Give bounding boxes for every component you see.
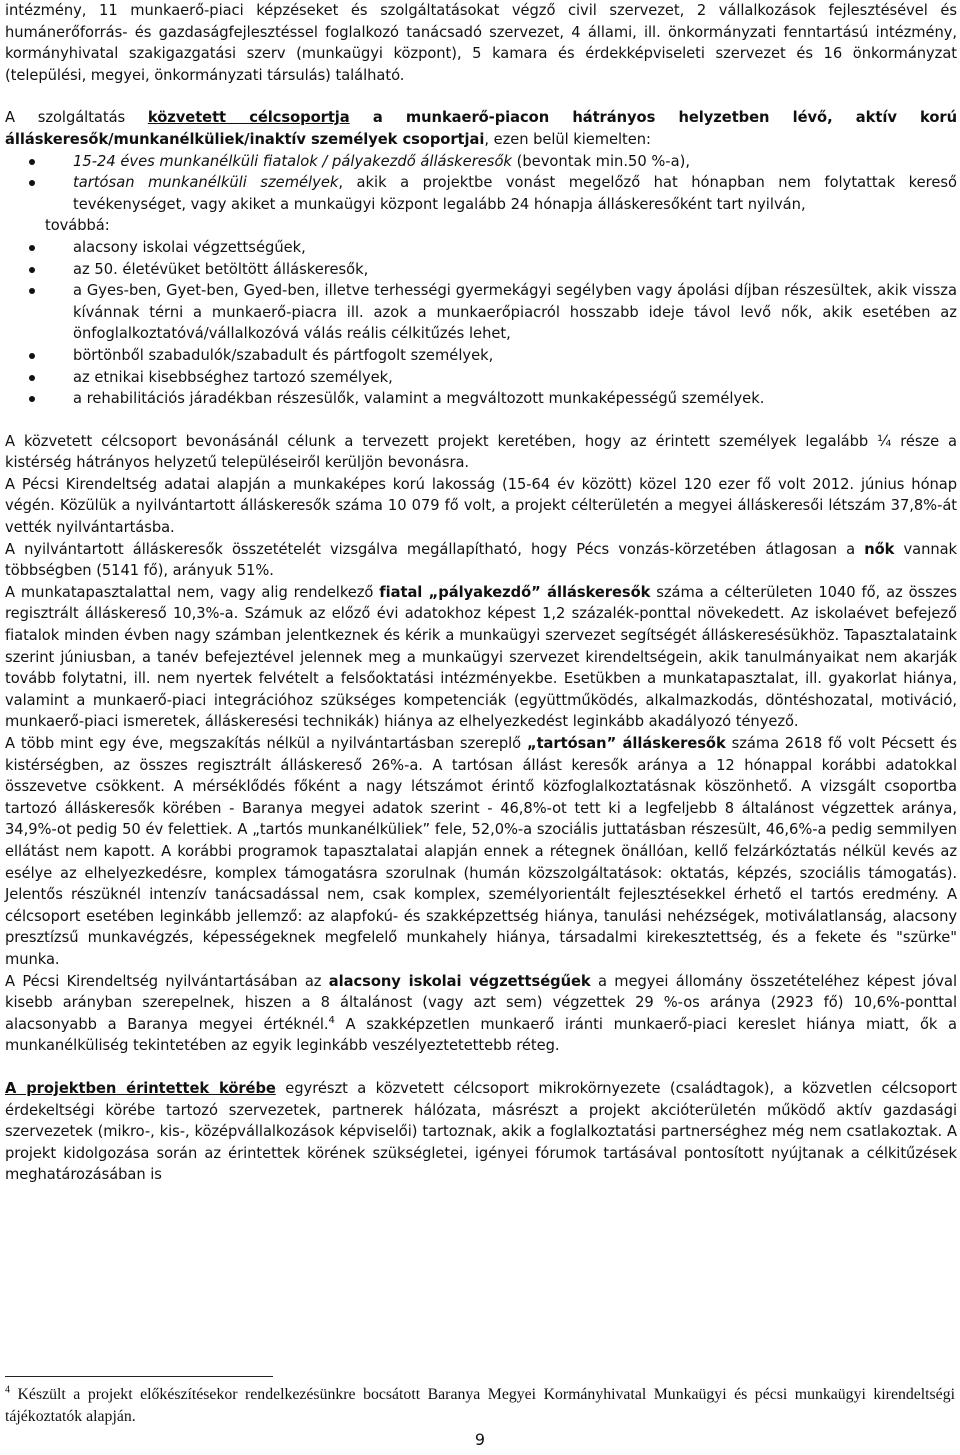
bullet-icon	[29, 353, 35, 359]
text-run: , ezen belül kiemelten:	[484, 130, 651, 148]
bold-term: nők	[864, 540, 895, 558]
text-run: a megyei állomány összetételéhez képest jóval kisebb arányban szerepelnek, hiszen a 8 általánost (vagy azt sem) végzettek 29 %-os aránya (2923 fő) 10,6%-ponttal alacsonyabb a Baranya megyei értéknél.	[5, 972, 958, 1033]
list-item	[5, 259, 957, 281]
bullet-icon	[29, 180, 35, 186]
footnote	[5, 1384, 955, 1428]
list-item-text: alacsony iskolai végzettségűek,	[73, 238, 306, 256]
text-run: A szolgáltatás	[5, 109, 148, 127]
list-item	[5, 280, 957, 345]
spacer	[5, 1057, 957, 1078]
target-group-bold: a munkaerő-piacon hátrányos helyzetben lévő, aktív korú álláskeresők/munkanélküliek/inaktív személyek csoportjai	[5, 109, 957, 148]
list-item	[5, 237, 957, 259]
list-item-italic: 15-24 éves munkanélküli fiatalok / pályakezdő álláskeresők	[73, 152, 512, 170]
list-item-text: a Gyes-ben, Gyet-ben, Gyed-ben, illetve terhességi gyermekágyi segélyben vagy ápolási díjban részesültek, akik vissza kívánnak térni a munkaerő-piacra ill. azok a munkaerőpiacról hosszabb ideje távol levő nők, akik esetében az önfoglalkoztatóvá/vállalkozóvá válás reális célkitűzés lehet,	[73, 282, 957, 343]
paragraph-indirect-target: A közvetett célcsoport bevonásánál célunk a tervezett projekt keretében, hogy az érintett személyek legalább ¼ része a kistérség hátrányos helyzetű településeiről kerüljön bevonásra.	[5, 432, 957, 472]
text-run: A Pécsi Kirendeltség nyilvántartásában az	[5, 972, 329, 990]
bold-term: fiatal „pályakezdő” álláskeresők	[379, 583, 651, 601]
text-run: száma 2618 fő volt Pécsett és kistérségben, az összes regisztrált álláskereső 26%-a. A tartósan állást keresők aránya a 12 hónappal korábbi adatokkal összevetve csökkent. A mérséklődés főként a nagy létszámot érintő közfoglalkoztatásnak köszönhető. A vizsgált csoportba tartozó álláskeresők körében - Baranya megyei adatok szerint - 46,8%-ot tett ki a legfeljebb 8 általánost végzettek aránya, 34,9%-ot pedig 50 év felettiek. A „tartós munkanélküliek” fele, 52,0%-a szociális juttatásban részesült, 46,6%-a pedig semmilyen ellátást nem kapott. A korábbi programok tapasztalatai alapján ennek a rétegnek önállóan, kellő felzárkóztatás nélkül kevés az esélye az elhelyezkedésre, komplex támogatásra szorulnak (humán közszolgáltatások: oktatás, képzés, szociális támogatás). Jelentős részüknél intenzív tanácsadással nem, csak komplex, személyorientált fejlesztésekkel érhető el tartós eredmény. A célcsoport esetében leginkább jellemző: az alapfokú- és szakképzettség hiánya, tanulási nehézségek, motiválatlanság, alacsony presztízsű munkavégzés, képességeknek megfelelő munkahely hiánya, társadalmi kirekesztettség, és a fekete és "szürke" munka.	[5, 735, 957, 968]
page-number: 9	[474, 1430, 486, 1449]
paragraph-long-term-unemployed	[5, 733, 957, 971]
list-item-text: a rehabilitációs járadékban részesülők, valamint a megváltozott munkaképességű személyek.	[73, 390, 765, 408]
text-run: A nyilvántartott álláskeresők összetételét vizsgálva megállapítható, hogy Pécs vonzás-körzetében átlagosan a	[5, 540, 865, 558]
list-item-text: az 50. életévüket betöltött álláskeresők,	[73, 260, 369, 278]
text-run: vannak többségben (5141 fő), arányuk 51%.	[5, 540, 957, 580]
list-item	[5, 388, 957, 410]
paragraph-organizations: intézmény, 11 munkaerő-piaci képzéseket és szolgáltatásokat végző civil szervezet, 2 vállalkozások fejlesztésével és humánerőforrás- és gazdaságfejlesztéssel foglalkozó tanácsadó szervezet, 4 állami, ill. önkormányzati fenntartású intézmény, kormányhivatal szakigazgatási szerv (munkaügyi központ), 5 kamara és érdekképviseleti szervezet és 16 önkormányzat (települési, megyei, önkormányzati társulás) található.	[5, 2, 957, 84]
paragraph-young-jobseekers	[5, 582, 957, 733]
footnote-number: 4	[5, 1384, 10, 1396]
paragraph-target-group	[5, 107, 957, 150]
target-group-heading: közvetett célcsoportja	[147, 109, 350, 127]
list-item-text: , akik a projektbe vonást megelőző hat hónapban nem folytattak kereső tevékenységet, vagy akiket a munkaügyi központ legalább 24 hónapja álláskeresőként tart nyilván,	[73, 174, 958, 213]
list-item	[5, 151, 957, 173]
bold-term: alacsony iskolai végzettségűek	[328, 972, 591, 990]
text-run: A munkatapasztalattal nem, vagy alig rendelkező	[5, 583, 380, 601]
list-item-text: az etnikai kisebbséghez tartozó személyek,	[73, 368, 393, 386]
bullet-icon	[29, 375, 35, 381]
tovabba-label: továbbá:	[45, 217, 110, 235]
text-run: száma a célterületen 1040 fő, az összes regisztrált álláskereső 10,3%-a. Számuk az előző évi adatokhoz képest 1,2 százalék-ponttal növekedett. Az iskolaévet befejező fiatalok minden évben nagy számban jelentkeznek és kérik a munkaügyi szervezet segítségét álláskeresésükhöz. Tapasztalataink szerint júniusban, a tanév befejeztével jelennek meg a munkaügyi szervezet kirendeltségein, akik tanulmányaikat nem akarják tovább folytatni, ill. nem nyertek felvételt a felsőoktatási intézményekbe. Esetükben a munkatapasztalat, ill. gyakorlat hiánya, valamint a munkaerő-piaci integrációhoz szükséges kompetenciák (együttműködés, alkalmazkodás, döntéshozatal, motiváció, munkaerő-piaci ismeretek, álláskeresési technikák) hiánya az elhelyezkedést leginkább akadályozó tényező.	[5, 583, 957, 731]
bullet-icon	[29, 396, 35, 402]
target-bullet-list-2	[5, 237, 957, 410]
bold-term: „tartósan” álláskeresők	[526, 735, 726, 752]
text-run: egyrészt a közvetett célcsoport mikrokörnyezete (családtagok), a közvetlen célcsoport érdekeltségi körébe tartozó szervezetek, partnerek hálózata, másrészt a projekt akcióterületén működő aktív gazdasági szervezetek (mikro-, kis-, középvállalkozások képviselői) tartoznak, akik a foglalkoztatási partnerséghez még nem csatlakoztak. A projekt kidolgozása során az érintettek körének szükségletei, igényei fórumok tartásával pontosított nyújtanak a célkitűzések meghatározásában is	[5, 1079, 957, 1184]
text-run: A több mint egy éve, megszakítás nélkül a nyilvántartásban szereplő	[5, 735, 527, 752]
paragraph-stakeholders	[5, 1078, 957, 1186]
bullet-icon	[29, 288, 35, 294]
document-page	[5, 0, 957, 1186]
stakeholders-heading: A projektben érintettek körébe	[5, 1079, 276, 1097]
spacer	[5, 86, 957, 107]
paragraph-women	[5, 539, 957, 582]
target-bullet-list-1	[5, 151, 957, 216]
list-item	[5, 172, 957, 215]
footnote-divider	[5, 1376, 273, 1377]
footnote-text: Készült a projekt előkészítésekor rendelkezésünkre bocsátott Baranya Megyei Kormányhivatal Munkaügyi és pécsi munkaügyi kirendeltségi tájékoztatók alapján.	[5, 1386, 955, 1425]
list-item	[5, 345, 957, 367]
list-item-italic: tartósan munkanélküli személyek	[73, 174, 339, 192]
list-item-text: (bevontak min.50 %-a),	[511, 152, 691, 170]
list-item	[5, 367, 957, 389]
bullet-icon	[29, 245, 35, 251]
paragraph-pecs-data: A Pécsi Kirendeltség adatai alapján a munkaképes korú lakosság (15-64 év között) közel 120 ezer fő volt 2012. június hónap végén. Közülük a nyilvántartott álláskeresők száma 10 079 fő volt, a projekt célterületén a megyei álláskeresői létszám 37,8%-át vették nyilvántartásba.	[5, 475, 957, 537]
bullet-icon	[29, 159, 35, 165]
paragraph-low-education	[5, 971, 957, 1057]
list-item-text: börtönből szabadulók/szabadult és pártfogolt személyek,	[73, 346, 494, 364]
spacer	[5, 410, 957, 431]
text-run: A szakképzetlen munkaerő iránti munkaerő-piaci kereslet hiánya miatt, ők a munkanélküliség tekintetében az egyik leginkább veszélyeztetettebb réteg.	[5, 1015, 957, 1055]
footnote-reference[interactable]: 4	[328, 1014, 335, 1026]
bullet-icon	[29, 267, 35, 273]
